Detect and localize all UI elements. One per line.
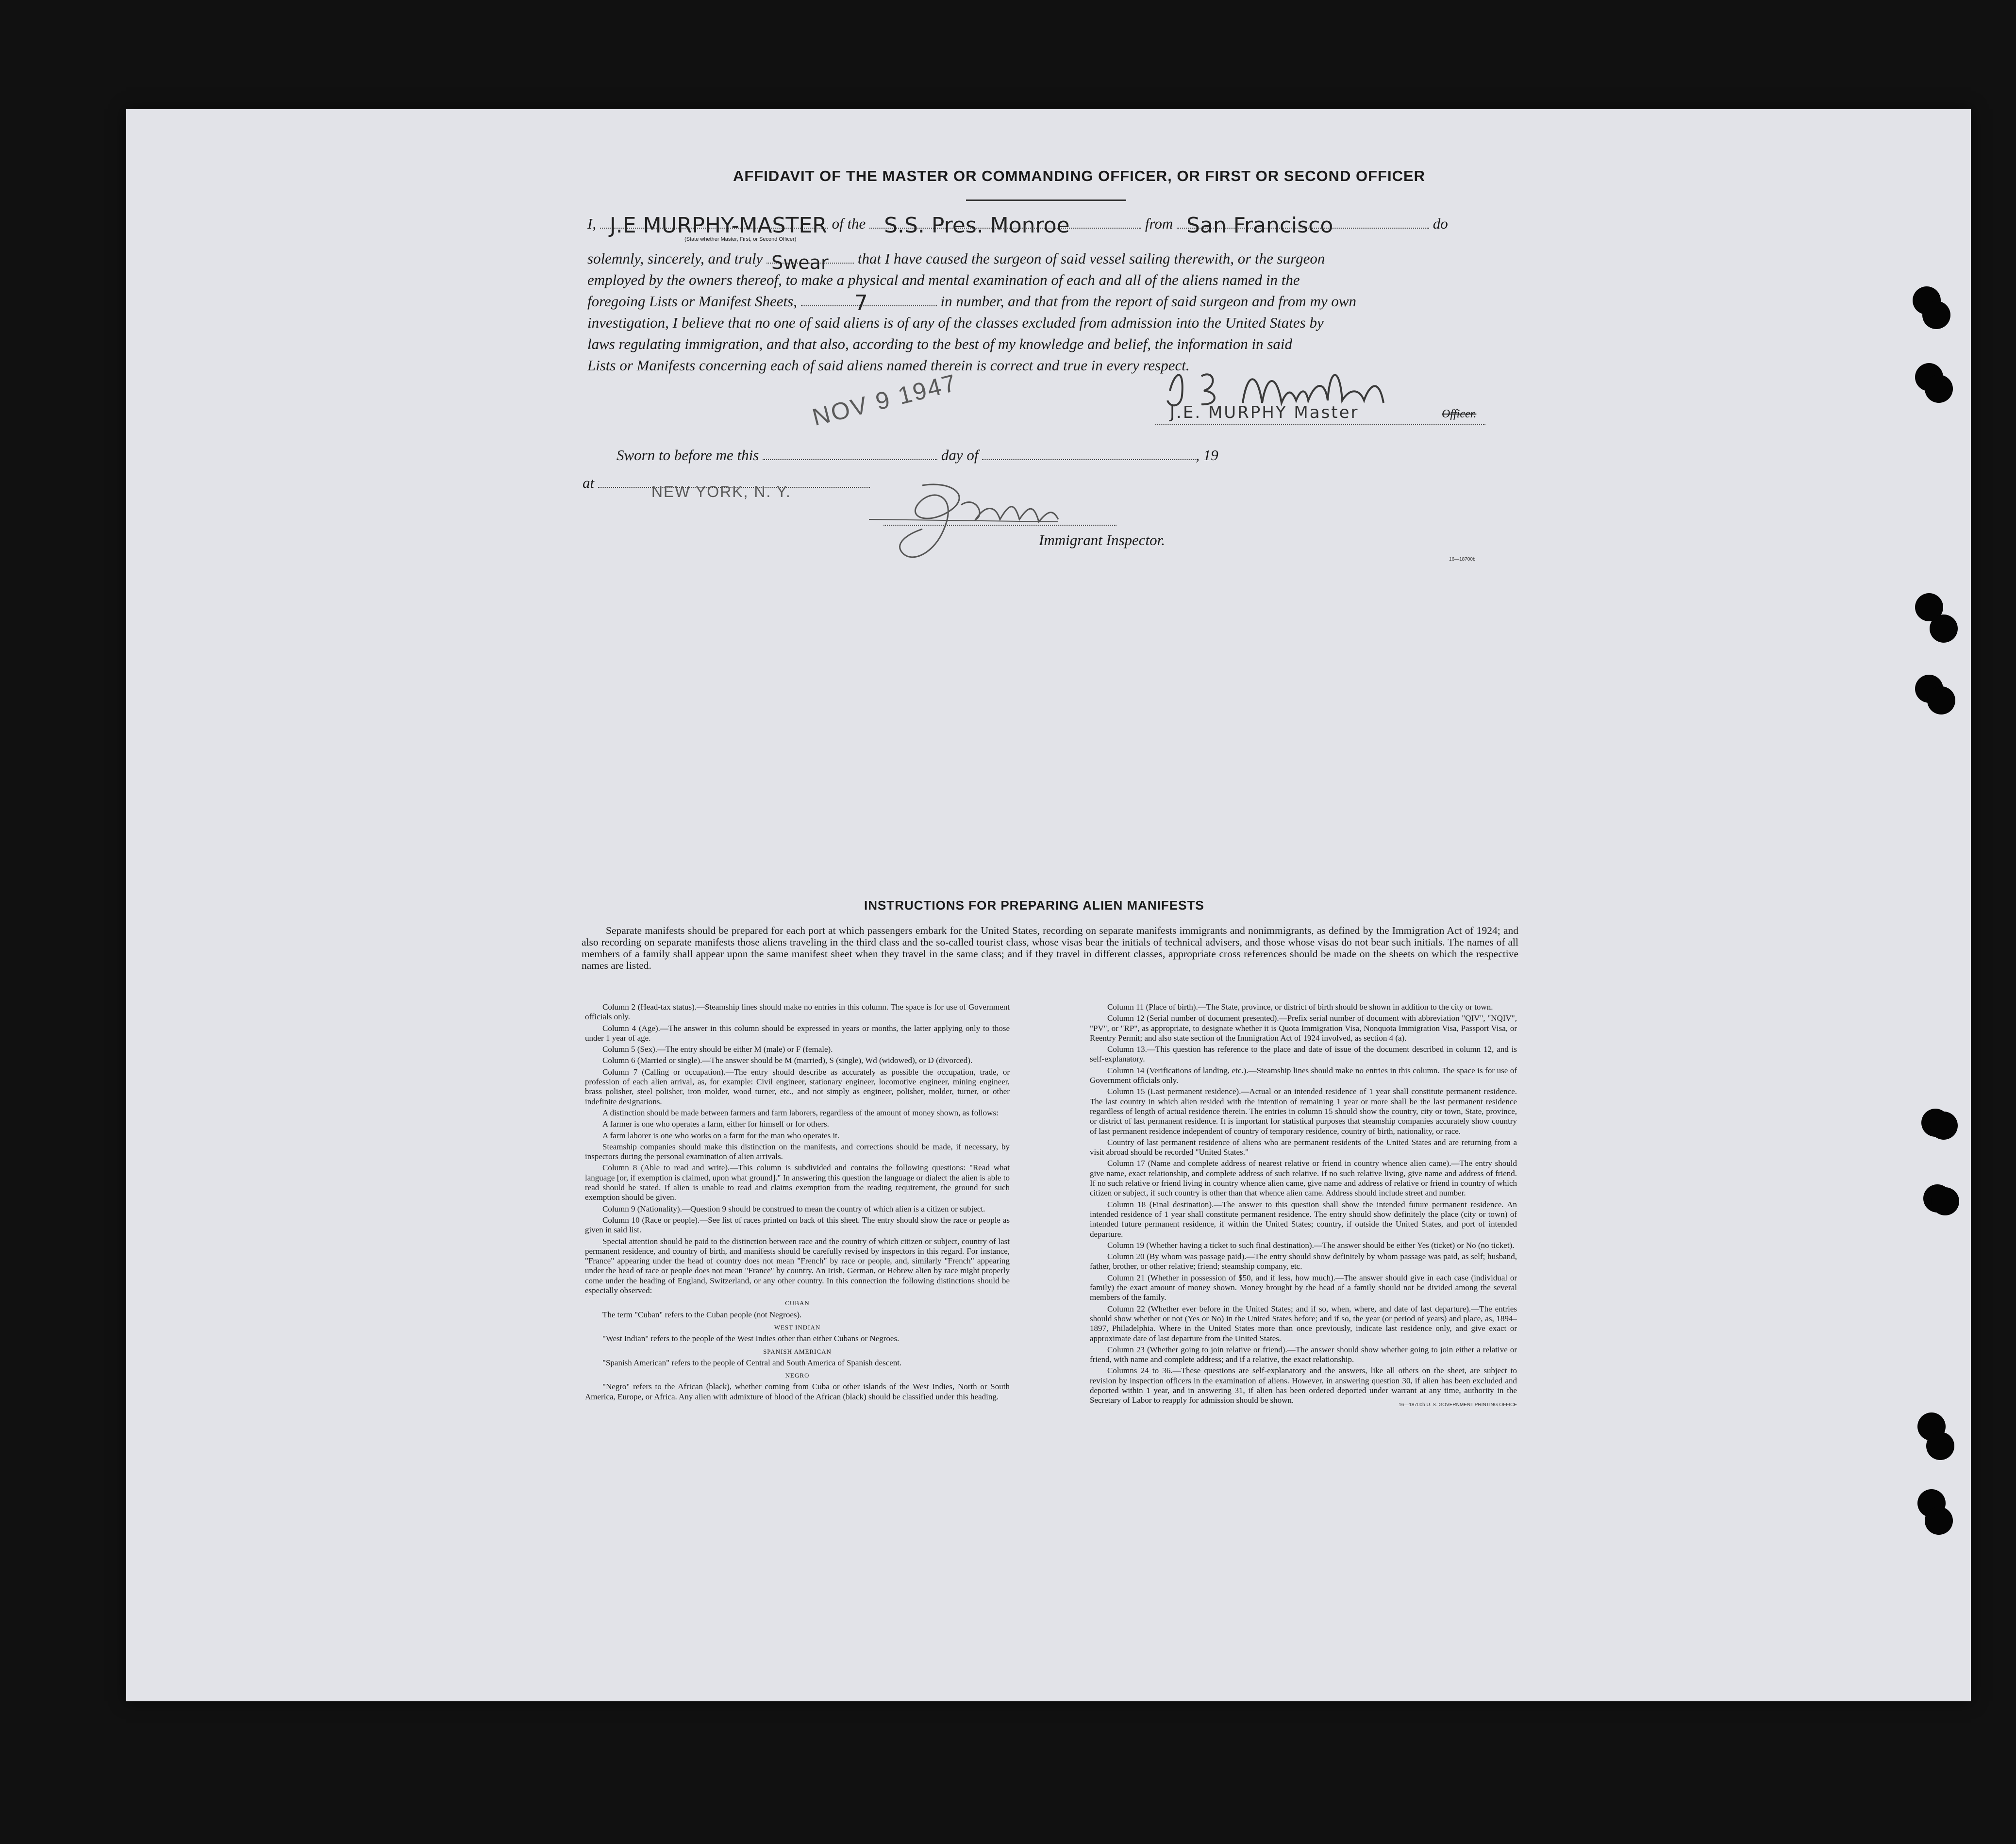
binder-hole bbox=[1931, 1187, 1959, 1215]
officer-field-note: (State whether Master, First, or Second Officer) bbox=[684, 236, 797, 242]
left-paragraph: Steamship companies should make this distinction on the manifests, and corrections should be made, if necessary, by inspectors during the personal examination of alien arrivals. bbox=[585, 1142, 1010, 1162]
binder-hole bbox=[1925, 375, 1953, 403]
sworn-month-field bbox=[982, 459, 1196, 460]
line1-from: from bbox=[1145, 215, 1173, 232]
port-handwritten: San Francisco bbox=[1186, 213, 1333, 238]
binder-hole bbox=[1930, 615, 1958, 643]
heading-cuban: CUBAN bbox=[785, 1299, 810, 1307]
right-paragraph: Column 13.—This question has reference to the place and date of issue of the document described in column 12, and is self-explanatory. bbox=[1090, 1045, 1517, 1064]
right-paragraph: Column 19 (Whether having a ticket to such final destination).—The answer should be either Yes (ticket) or No (no ticket). bbox=[1107, 1240, 1515, 1250]
place-field bbox=[598, 483, 870, 500]
officer-field bbox=[600, 213, 828, 238]
instructions-right-column bbox=[1090, 1002, 1517, 1410]
right-paragraph: Column 20 (By whom was passage paid).—The entry should show definitely by whom passage was paid, as self; husband, father, brother, or other relative; friend; steamship company, etc. bbox=[1090, 1252, 1517, 1271]
line1-suffix: do bbox=[1433, 215, 1448, 232]
binder-hole bbox=[1922, 301, 1950, 329]
heading-west-indian: WEST INDIAN bbox=[774, 1323, 821, 1331]
affidavit-line-4 bbox=[587, 291, 1357, 316]
negro-paragraph: "Negro" refers to the African (black), whether coming from Cuba or other islands of the West Indies, North or South America, Europe, or Africa. Any alien with admixture of blood of the African (black) should be classified under this heading. bbox=[585, 1382, 1010, 1401]
heading-negro: NEGRO bbox=[785, 1372, 810, 1379]
left-paragraph: Column 4 (Age).—The answer in this column should be expressed in years or months, the latter applying only to those under 1 year of age. bbox=[585, 1023, 1010, 1043]
place-stamp: NEW YORK, N. Y. bbox=[651, 483, 791, 500]
left-paragraph: A farmer is one who operates a farm, either for himself or for others. bbox=[602, 1119, 829, 1129]
signature-printed: J.E. MURPHY Master bbox=[1170, 403, 1359, 422]
right-paragraph: Column 21 (Whether in possession of $50, and if less, how much).—The answer should give in each case (individual or family) the exact amount of money shown. Money brought by the head of a family should not be divided among the several members of the family. bbox=[1090, 1273, 1517, 1302]
right-paragraph: Column 14 (Verifications of landing, etc.).—Steamship lines should make no entries in this column. The space is for use of Government officials only. bbox=[1090, 1065, 1517, 1085]
left-paragraph: Column 7 (Calling or occupation).—The entry should describe as accurately as possible the occupation, trade, or profession of each alien arrival, as, for example: Civil engineer, stationary engineer, locomotive engineer, mining engineer, brass polisher, steel polisher, iron molder, wood turner, etc., and not simply as engineer, polisher, molder, turner, or other indefinite designations. bbox=[585, 1067, 1010, 1106]
count-field bbox=[801, 291, 937, 316]
right-paragraph: Column 22 (Whether ever before in the United States; and if so, when, where, and date of last departure).—The entries should show whether or not (Yes or No) in the United States before; and if so, the year (or period of years) and place, as, 1894–1897, Philadelphia. Where in the United States more than once previously, indicate last residence only, and give exact or approximate date of last departure from the United States. bbox=[1090, 1304, 1517, 1343]
oath-handwritten: Swear bbox=[771, 252, 829, 273]
affidavit-line-1 bbox=[587, 213, 1448, 238]
line4-suffix: in number, and that from the report of said surgeon and from my own bbox=[940, 293, 1357, 310]
binder-hole bbox=[1927, 686, 1955, 714]
right-paragraph: Columns 24 to 36.—These questions are self-explanatory and the answers, like all others on the sheet, are subject to revision by inspection officers in the examination of aliens. However, in answering question 30, if alien has been excluded and deported within 1 year, and in answering 31, if alien has been ordered deported under warrant at any time, authority in the Secretary of Labor to reapply for admission should be shown. bbox=[1090, 1366, 1517, 1405]
heading-spanish-american: SPANISH AMERICAN bbox=[763, 1347, 832, 1355]
left-paragraph: A distinction should be made between farmers and farm laborers, regardless of the amount of money shown, as follows: bbox=[602, 1108, 999, 1117]
affidavit-line-2 bbox=[587, 250, 1325, 273]
instructions-left-column bbox=[585, 1002, 1010, 1403]
spanish-american-paragraph: "Spanish American" refers to the people of Central and South America of Spanish descent. bbox=[602, 1358, 902, 1367]
form-code-top: 16—18700b bbox=[1449, 557, 1476, 562]
struck-officer-word: Officer. bbox=[1442, 408, 1477, 420]
document-page bbox=[126, 109, 1971, 1701]
left-paragraph: Special attention should be paid to the distinction between race and the country of which citizen or subject, country of last permanent residence, and country of birth, and manifests should be carefully revised by inspectors in this regard. For instance, "France" appearing under the head of country does not mean "French" by race or people, and, similarly "French" appearing under the head of race or people does not mean "France" by country. An Irish, German, or Hebrew alien by race might properly come under the heading of England, Switzerland, or any other country. In this connection the following distinctions should be especially observed: bbox=[585, 1236, 1010, 1296]
vessel-field bbox=[869, 213, 1141, 238]
line1-prefix: I, bbox=[587, 215, 597, 232]
right-paragraph: Column 12 (Serial number of document presented).—Prefix serial number of document with abbreviation "QIV", "NQIV", "PV", or "RP", as appropriate, to designate whether it is Quota Immigration Visa, Nonquota Immigration Visa, Passport Visa, or Reentry Permit; and also state section of the Immigration Act of 1924 involved, as section 4 (a). bbox=[1090, 1013, 1517, 1043]
vessel-handwritten: S.S. Pres. Monroe bbox=[884, 213, 1070, 238]
affidavit-line-3: employed by the owners thereof, to make a physical and mental examination of each and all of the aliens named in the bbox=[587, 271, 1300, 288]
inspector-signature-line bbox=[883, 525, 1116, 526]
officer-handwritten: J.E MURPHY-MASTER bbox=[609, 213, 827, 238]
sworn-line bbox=[616, 447, 1218, 464]
right-paragraph: Column 11 (Place of birth).—The State, province, or district of birth should be shown in addition to the city or town. bbox=[1107, 1002, 1493, 1012]
line2-suffix: that I have caused the surgeon of said vessel sailing therewith, or the surgeon bbox=[857, 250, 1325, 267]
sworn-year: , 19 bbox=[1196, 447, 1218, 464]
sworn-day-field bbox=[763, 459, 937, 460]
right-paragraph: Column 15 (Last permanent residence).—Actual or an intended residence of 1 year shall constitute permanent residence. The last country in which alien resided with the intention of remaining 1 year or more shall be the last permanent residence regardless of length of actual residence therein. The entries in column 15 should show the country, city or town, State, province, or district of last permanent residence. It is important for statistical purposes that steamship companies accurately show country of last permanent residence independent of country of temporary residence, country of birth, nationality, or race. bbox=[1090, 1087, 1517, 1136]
left-paragraph: Column 9 (Nationality).—Question 9 should be construed to mean the country of which alien is a citizen or subject. bbox=[602, 1204, 985, 1213]
at-line bbox=[583, 474, 870, 500]
right-paragraph: Column 17 (Name and complete address of nearest relative or friend in country whence alien came).—The entry should give name, exact relationship, and complete address of such relative. If no such relative living, give name and address of friend. If no such relative or friend living in country whence alien came, give name and address of relative or friend in country of which citizen or subject, if such country is other than that whence alien came. Address should include street and number. bbox=[1090, 1159, 1517, 1198]
line4-prefix: foregoing Lists or Manifest Sheets, bbox=[587, 293, 797, 310]
inspector-label: Immigrant Inspector. bbox=[1039, 532, 1166, 548]
count-handwritten: 7 bbox=[854, 291, 868, 316]
left-paragraph: Column 5 (Sex).—The entry should be either M (male) or F (female). bbox=[602, 1045, 833, 1054]
cuban-paragraph: The term "Cuban" refers to the Cuban people (not Negroes). bbox=[602, 1310, 802, 1319]
binder-hole bbox=[1926, 1432, 1954, 1460]
line2-prefix: solemnly, sincerely, and truly bbox=[587, 250, 763, 267]
binder-hole bbox=[1930, 1112, 1958, 1140]
left-paragraph: Column 8 (Able to read and write).—This column is subdivided and contains the following questions: "Read what language [or, if exemption is claimed, upon what ground]." In answering this question the language or dialect the alien is able to read should be stated. If alien is unable to read and claims exemption from the reading requirement, the ground for such exemption should be given. bbox=[585, 1163, 1010, 1202]
port-field bbox=[1177, 213, 1429, 238]
sworn-day-of: day of bbox=[941, 447, 979, 464]
form-code-footer: 16—18700b U. S. GOVERNMENT PRINTING OFFICE bbox=[1399, 1402, 1517, 1408]
sworn-prefix: Sworn to before me this bbox=[616, 447, 759, 464]
affidavit-line-7: Lists or Manifests concerning each of said aliens named therein is correct and true in every respect. bbox=[587, 357, 1190, 374]
line1-of-the: of the bbox=[832, 215, 866, 232]
instructions-title: INSTRUCTIONS FOR PREPARING ALIEN MANIFESTS bbox=[864, 898, 1204, 913]
right-paragraph: Country of last permanent residence of aliens who are permanent residents of the United States and are returning from a visit abroad should be recorded "United States." bbox=[1090, 1137, 1517, 1157]
left-paragraph: A farm laborer is one who works on a farm for the man who operates it. bbox=[602, 1130, 840, 1140]
binder-hole bbox=[1925, 1507, 1953, 1535]
west-indian-paragraph: "West Indian" refers to the people of the West Indies other than either Cubans or Negroes. bbox=[602, 1334, 900, 1344]
title-rule bbox=[966, 199, 1126, 201]
date-stamp: NOV 9 1947 bbox=[809, 368, 960, 432]
left-paragraph: Column 6 (Married or single).—The answer should be M (married), S (single), Wd (widowed), or D (divorced). bbox=[602, 1056, 973, 1065]
right-paragraph: Column 18 (Final destination).—The answer to this question shall show the intended future permanent residence. An intended residence of 1 year shall constitute permanent residence. The entry should show definitely the place (city or town) of intended future permanent residence, if within the United States; country, if outside the United States, and port of intended departure. bbox=[1090, 1199, 1517, 1239]
inspector-signature bbox=[864, 476, 1136, 568]
oath-field bbox=[766, 252, 854, 273]
left-paragraph: Column 2 (Head-tax status).—Steamship lines should make no entries in this column. The space is for use of Government officials only. bbox=[585, 1002, 1010, 1022]
affidavit-line-5: investigation, I believe that no one of said aliens is of any of the classes excluded from admission into the United States by bbox=[587, 314, 1324, 331]
affidavit-title: AFFIDAVIT OF THE MASTER OR COMMANDING OFFICER, OR FIRST OR SECOND OFFICER bbox=[733, 167, 1426, 184]
signature-line bbox=[1155, 424, 1485, 425]
instructions-intro: Separate manifests should be prepared for each port at which passengers embark for the United States, recording on separate manifests immigrants and nonimmigrants, as defined by the Immigration Act of 1924; and also recording on separate manifests those aliens traveling in the third class and the so-called tourist class, whose visas bear the initials of technical advisers, and those whose visas do not bear such initials. The names of all members of a family shall appear upon the same manifest sheet when they travel in the same class; and if they travel in different classes, appropriate cross references should be made on the sheets on which the respective names are listed. bbox=[582, 925, 1518, 971]
right-paragraph: Column 23 (Whether going to join relative or friend).—The answer should show whether going to join either a relative or friend, with name and complete address; and if a relative, the exact relationship. bbox=[1090, 1345, 1517, 1364]
affidavit-line-6: laws regulating immigration, and that also, according to the best of my knowledge and belief, the information in said bbox=[587, 335, 1293, 352]
left-paragraph: Column 10 (Race or people).—See list of races printed on back of this sheet. The entry should show the race or people as given in said list. bbox=[585, 1215, 1010, 1235]
at-prefix: at bbox=[583, 474, 595, 491]
